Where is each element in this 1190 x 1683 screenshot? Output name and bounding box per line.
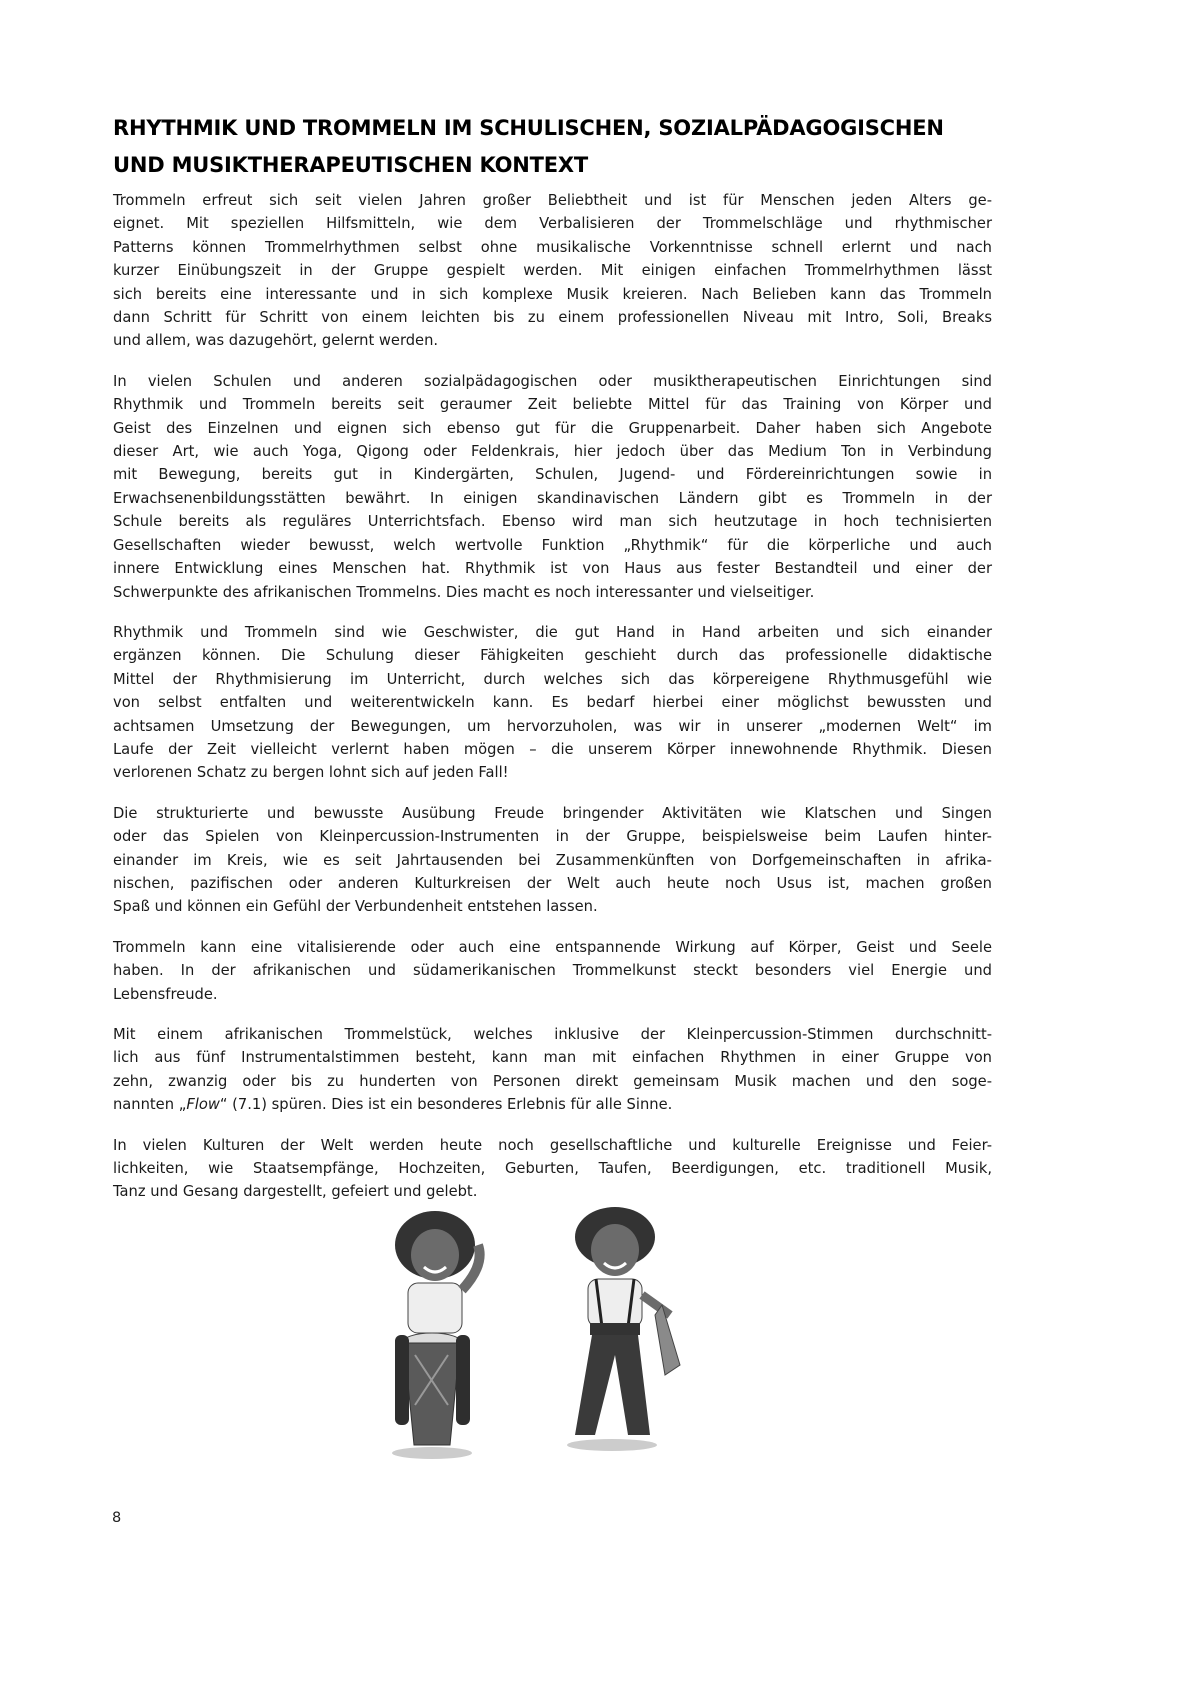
text-line: Die strukturierte und bewusste Ausübung Freude bringender Aktivitäten wie Klatschen und Singen [113, 804, 992, 822]
illustration-drummers [370, 1205, 700, 1465]
text-segment: “ (7.1) spüren. Dies ist ein besonderes Erlebnis für alle Sinne. [219, 1096, 673, 1114]
text-line: haben. In der afrikanischen und südamerikanischen Trommelkunst steckt besonders viel Energie und [113, 962, 992, 980]
text-line: dieser Art, wie auch Yoga, Qigong oder Feldenkrais, hier jedoch über das Medium Ton in Verbindung [113, 443, 992, 461]
body-text [113, 189, 992, 1221]
text-line: Patterns können Trommelrhythmen selbst ohne musikalische Vorkenntnisse schnell erlernt und nach [113, 238, 992, 256]
shaker-player-figure-right [567, 1207, 680, 1451]
text-line: sich bereits eine interessante und in sich komplexe Musik kreieren. Nach Belieben kann das Trommeln [113, 285, 992, 303]
paragraph [113, 936, 992, 1006]
text-line: kurzer Einübungszeit in der Gruppe gespielt werden. Mit einigen einfachen Trommelrhythmen lässt [113, 262, 992, 280]
text-line: und allem, was dazugehört, gelernt werden. [113, 332, 439, 350]
text-line: In vielen Schulen und anderen sozialpädagogischen oder musiktherapeutischen Einrichtungen sind [113, 372, 992, 390]
text-line: Trommeln kann eine vitalisierende oder auch eine entspannende Wirkung auf Körper, Geist und Seele [113, 938, 992, 956]
text-line: oder das Spielen von Kleinpercussion-Instrumenten in der Gruppe, beispielsweise beim Laufen hinter- [113, 828, 992, 846]
text-line: zehn, zwanzig oder bis zu hunderten von Personen direkt gemeinsam Musik machen und den soge- [113, 1072, 992, 1090]
emphasized-term: Flow [186, 1096, 220, 1114]
text-line: In vielen Kulturen der Welt werden heute noch gesellschaftliche und kulturelle Ereignisse und Feier- [113, 1136, 992, 1154]
text-line: verlorenen Schatz zu bergen lohnt sich auf jeden Fall! [113, 764, 509, 782]
text-line: einander im Kreis, wie es seit Jahrtausenden bei Zusammenkünften von Dorfgemeinschaften in afrika- [113, 851, 992, 869]
page-title [113, 110, 1013, 184]
text-line: Geist des Einzelnen und eignen sich ebenso gut für die Gruppenarbeit. Daher haben sich Angebote [113, 419, 992, 437]
paragraph [113, 370, 992, 604]
paragraph [113, 189, 992, 353]
text-line: Lebensfreude. [113, 985, 218, 1003]
text-line: nischen, pazifischen oder anderen Kulturkreisen der Welt auch heute noch Usus ist, machen großen [113, 874, 992, 892]
text-line: innere Entwicklung eines Menschen hat. Rhythmik ist von Haus aus fester Bestandteil und einer der [113, 560, 992, 578]
text-line: Laufe der Zeit vielleicht verlernt haben mögen – die unserem Körper innewohnende Rhythmik. Diesen [113, 740, 992, 758]
text-line: mit Bewegung, bereits gut in Kindergärten, Schulen, Jugend- und Fördereinrichtungen sowie in [113, 466, 992, 484]
text-line: Erwachsenenbildungsstätten bewährt. In einigen skandinavischen Ländern gibt es Trommeln in der [113, 489, 992, 507]
text-segment: nannten „ [113, 1096, 187, 1114]
paragraph [113, 621, 992, 785]
text-line: Schwerpunkte des afrikanischen Trommelns. Dies macht es noch interessanter und vielseitiger. [113, 583, 815, 601]
text-line: eignet. Mit speziellen Hilfsmitteln, wie dem Verbalisieren der Trommelschläge und rhythmischer [113, 215, 992, 233]
text-line: ergänzen können. Die Schulung dieser Fähigkeiten geschieht durch das professionelle didaktische [113, 647, 992, 665]
paragraph [113, 1023, 992, 1117]
text-line: Rhythmik und Trommeln bereits seit geraumer Zeit beliebte Mittel für das Training von Körper und [113, 396, 992, 414]
text-line: achtsamen Umsetzung der Bewegungen, um hervorzuholen, was wir in unserer „modernen Welt“ im [113, 717, 992, 735]
text-line: von selbst entfalten und weiterentwickeln kann. Es bedarf hierbei einer möglichst bewussten und [113, 694, 992, 712]
text-line: Mit einem afrikanischen Trommelstück, welches inklusive der Kleinpercussion-Stimmen durchschnitt- [113, 1026, 992, 1043]
title-line-2: UND MUSIKTHERAPEUTISCHEN KONTEXT [113, 153, 589, 177]
text-line: lichkeiten, wie Staatsempfänge, Hochzeiten, Geburten, Taufen, Beerdigungen, etc. traditionell Musik, [113, 1160, 992, 1178]
text-line: Mittel der Rhythmisierung im Unterricht, durch welches sich das körpereigene Rhythmusgefühl wie [113, 670, 992, 688]
text-line: Schule bereits als reguläres Unterrichtsfach. Ebenso wird man sich heutzutage in hoch technisierten [113, 513, 992, 531]
text-line: Tanz und Gesang dargestellt, gefeiert und gelebt. [113, 1183, 478, 1201]
text-line: dann Schritt für Schritt von einem leichten bis zu einem professionellen Niveau mit Intro, Soli, Breaks [113, 309, 992, 327]
page-number: 8 [112, 1510, 122, 1526]
text-line: Rhythmik und Trommeln sind wie Geschwister, die gut Hand in Hand arbeiten und sich einander [113, 623, 992, 641]
text-line: Gesellschaften wieder bewusst, welch wertvolle Funktion „Rhythmik“ für die körperliche und auch [113, 536, 992, 554]
drummer-figure-left [392, 1211, 480, 1459]
text-line: lich aus fünf Instrumentalstimmen besteht, kann man mit einfachen Rhythmen in einer Gruppe von [113, 1049, 992, 1067]
title-line-1: RHYTHMIK UND TROMMELN IM SCHULISCHEN, SOZIALPÄDAGOGISCHEN [113, 116, 944, 140]
paragraph [113, 1134, 992, 1204]
text-line: Spaß und können ein Gefühl der Verbundenheit entstehen lassen. [113, 898, 598, 916]
text-line [113, 1093, 992, 1116]
text-line: Trommeln erfreut sich seit vielen Jahren großer Beliebtheit und ist für Menschen jeden Alters ge- [113, 192, 992, 209]
paragraph [113, 802, 992, 919]
